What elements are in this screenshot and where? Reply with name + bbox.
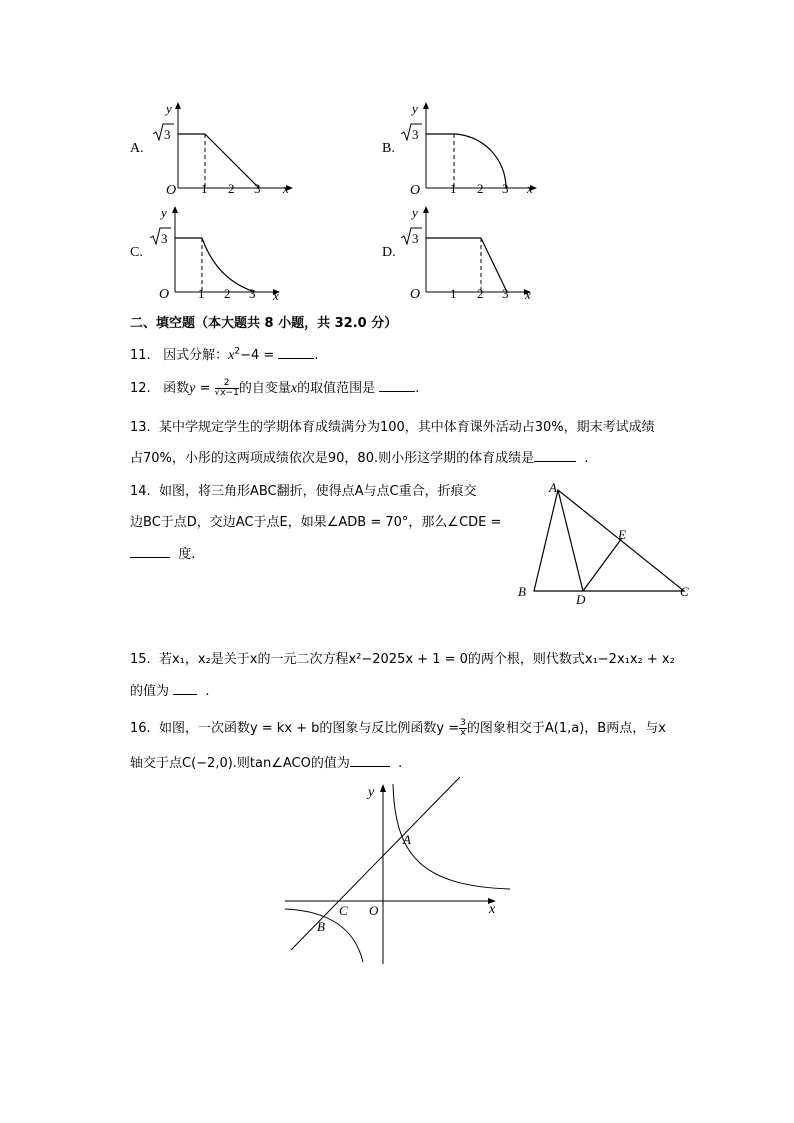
- q14-label-b: B: [518, 584, 526, 599]
- q16-line2-row: [130, 752, 402, 771]
- option-d-curve-slope: [481, 238, 507, 292]
- option-a-origin: O: [166, 183, 177, 198]
- q14-label-e: E: [618, 527, 626, 542]
- option-a-label: A.: [130, 141, 144, 156]
- option-a-curve-slope: [205, 134, 259, 188]
- q13-line1: 某中学规定学生的学期体育成绩满分为100，其中体育课外活动占30%，期末考试成绩: [158, 420, 655, 435]
- option-a-x: x: [283, 181, 289, 196]
- q16-label-o: O: [369, 903, 379, 918]
- option-a-graph: [150, 96, 300, 200]
- q13-line2: 占70%，小彤的这两项成绩依次是90，80.则小彤这学期的体育成绩是: [130, 451, 535, 466]
- option-a-tick3: 3: [254, 181, 261, 196]
- question-15: [130, 648, 675, 667]
- q16-number: 16.: [130, 721, 151, 736]
- option-c-sqrt3: 3: [161, 231, 168, 246]
- question-16: [130, 717, 666, 738]
- q16-frac-den: x: [460, 728, 466, 738]
- q16-label-c: C: [339, 903, 348, 918]
- option-d-tick2: 2: [477, 286, 484, 301]
- question-11: [130, 344, 319, 364]
- q14-label-c: C: [680, 584, 689, 599]
- q16-line1b: 的图象相交于A(1,a)，B两点，与x: [466, 721, 666, 736]
- option-c-tick2: 2: [224, 286, 231, 301]
- q12-number: 12.: [130, 381, 151, 396]
- option-d-tick3: 3: [502, 286, 509, 301]
- option-b-origin: O: [410, 183, 421, 198]
- q15-blank[interactable]: [173, 682, 197, 695]
- q16-line2: 轴交于点C(−2,0).则tan∠ACO的值为: [130, 756, 350, 771]
- q12-blank[interactable]: [379, 379, 415, 392]
- option-b-tick2: 2: [477, 181, 484, 196]
- q12-y: y: [189, 381, 196, 396]
- q16-label-y: y: [368, 785, 375, 800]
- option-a-tick2: 2: [228, 181, 235, 196]
- option-b-graph: [398, 96, 548, 200]
- q14-line3-text: 度.: [178, 547, 196, 562]
- q16-end: .: [398, 756, 403, 771]
- option-c-origin: O: [159, 287, 170, 302]
- option-b-tick1: 1: [450, 181, 457, 196]
- q14-line3: [130, 543, 195, 562]
- q15-end: .: [205, 684, 210, 699]
- q12-end: .: [415, 381, 420, 396]
- q12-prefix: 函数: [163, 381, 190, 396]
- q15-line2-row: [130, 680, 210, 699]
- q11-blank[interactable]: [278, 346, 314, 359]
- option-d-sqrt3: 3: [412, 231, 419, 246]
- option-c-y: y: [161, 205, 167, 220]
- q11-end: .: [314, 348, 319, 363]
- option-b-tick3: 3: [502, 181, 509, 196]
- q16-label-a: A: [403, 832, 411, 847]
- q11-number: 11.: [130, 348, 151, 363]
- q16-fraction: [459, 719, 467, 738]
- q13-end: .: [584, 451, 589, 466]
- question-13: [130, 416, 655, 435]
- q12-eq: =: [195, 381, 215, 396]
- option-c-graph: [147, 200, 297, 304]
- option-c-tick3: 3: [249, 286, 256, 301]
- q16-blank[interactable]: [350, 754, 390, 767]
- question-14: [130, 480, 477, 499]
- q14-label-a: A: [549, 480, 557, 495]
- q12-mid: 的自变量: [238, 381, 291, 396]
- q16-hyperbola-lower: [285, 909, 363, 962]
- q16-line1a: 如图，一次函数y = kx + b的图象与反比例函数y =: [158, 721, 460, 736]
- option-a-sqrt3: 3: [164, 127, 171, 142]
- section-title: 二、填空题（本大题共 8 小题，共 32.0 分）: [130, 316, 398, 331]
- option-b-curve-arc: [454, 134, 506, 188]
- q16-function-figure: [280, 774, 514, 970]
- question-13-line2: [130, 447, 589, 466]
- option-c-tick1: 1: [198, 286, 205, 301]
- option-d-origin: O: [410, 287, 421, 302]
- q12-fraction: [215, 379, 239, 398]
- option-a-tick1: 1: [201, 181, 208, 196]
- q15-line1: 若x₁，x₂是关于x的一元二次方程x²−2025x + 1 = 0的两个根，则代数式x₁−2x₁x₂ + x₂: [158, 652, 675, 667]
- option-b-sqrt3: 3: [412, 127, 419, 142]
- option-d-x: x: [525, 287, 531, 302]
- q12-x: x: [290, 381, 298, 396]
- q14-triangle-figure: [512, 478, 698, 608]
- option-c-label: C.: [130, 245, 143, 260]
- option-a-y: y: [166, 101, 172, 116]
- q14-label-d: D: [576, 592, 586, 607]
- q16-label-b: B: [317, 919, 325, 934]
- q11-rest: −4 =: [240, 348, 275, 363]
- option-b-y: y: [412, 101, 418, 116]
- q14-line1: 如图，将三角形ABC翻折，使得点A与点C重合，折痕交: [158, 484, 477, 499]
- q14-number: 14.: [130, 484, 151, 499]
- q15-number: 15.: [130, 652, 151, 667]
- q12-suffix: 的取值范围是: [297, 381, 376, 396]
- option-d-tick1: 1: [450, 286, 457, 301]
- q11-sup: 2: [234, 346, 241, 357]
- q15-line2: 的值为: [130, 684, 170, 699]
- question-12: [130, 377, 419, 398]
- q14-blank[interactable]: [130, 545, 170, 558]
- option-d-graph: [398, 200, 548, 304]
- option-b-x: x: [527, 181, 533, 196]
- option-d-y: y: [412, 205, 418, 220]
- option-c-curve: [202, 238, 255, 292]
- option-d-label: D.: [382, 245, 396, 260]
- q16-label-x: x: [489, 902, 496, 917]
- q16-frac-num: 3: [460, 718, 466, 728]
- option-b-label: B.: [382, 141, 395, 156]
- q13-number: 13.: [130, 420, 151, 435]
- q14-line2: 边BC于点D，交边AC于点E，如果∠ADB = 70°，那么∠CDE =: [130, 515, 502, 530]
- q13-blank[interactable]: [534, 449, 576, 462]
- q12-frac-num: 2: [215, 379, 239, 389]
- q11-var: x: [228, 348, 235, 363]
- q11-prefix: 因式分解：: [163, 348, 229, 363]
- option-c-x: x: [273, 288, 279, 303]
- q12-frac-den: √x−1: [214, 388, 239, 398]
